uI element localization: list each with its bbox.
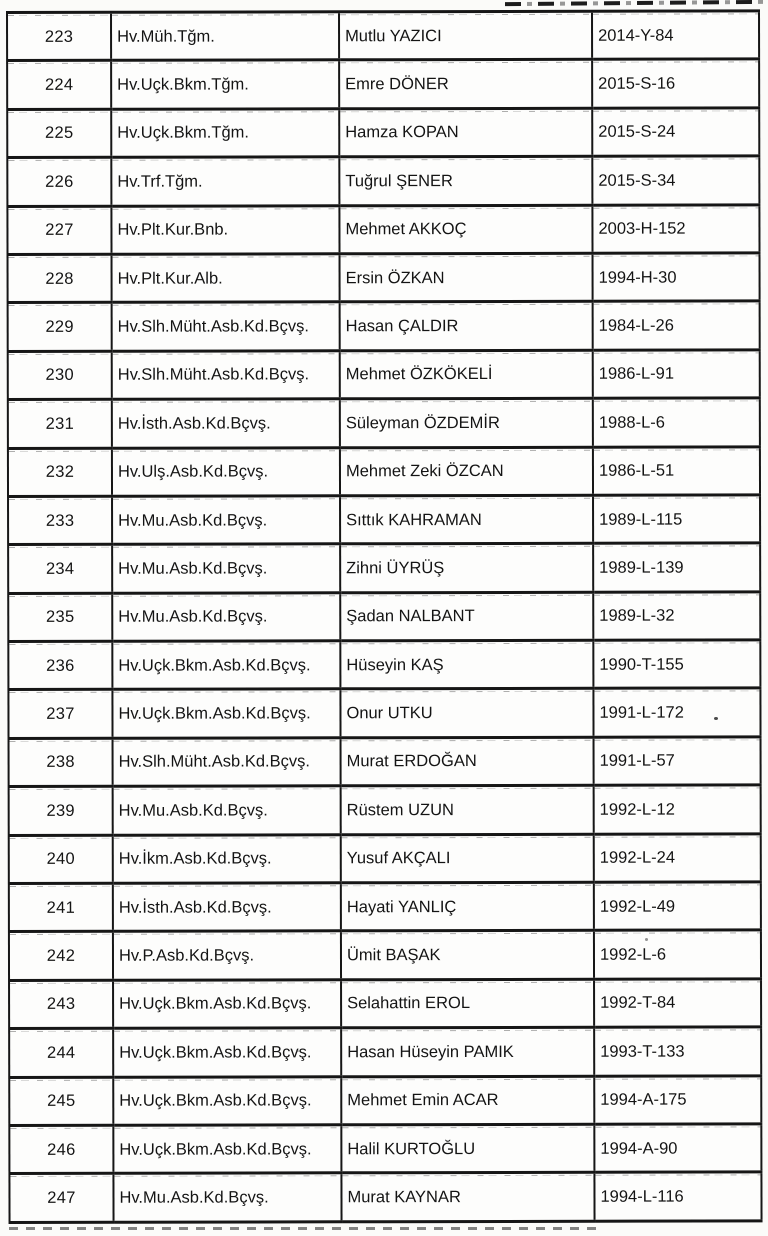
cell-no: 236 — [8, 641, 112, 690]
table-row — [8, 253, 760, 303]
cell-reg: 1994-H-30 — [593, 253, 760, 302]
cell-name: Zihni ÜYRÜŞ — [340, 544, 593, 593]
cell-rank: Hv.Mu.Asb.Kd.Bçvş. — [112, 592, 340, 641]
table-row — [9, 737, 761, 787]
cell-no: 242 — [9, 932, 113, 981]
cell-rank: Hv.Uçk.Bkm.Asb.Kd.Bçvş. — [113, 1076, 341, 1125]
cell-no: 246 — [9, 1125, 113, 1174]
cell-rank: Hv.P.Asb.Kd.Bçvş. — [113, 931, 341, 980]
cell-reg: 2015-S-24 — [592, 108, 759, 157]
cell-no: 225 — [7, 109, 111, 158]
cell-reg: 1991-L-57 — [594, 737, 761, 786]
personnel-table-body — [7, 11, 762, 1223]
table-row — [8, 495, 760, 545]
table-row — [7, 156, 759, 206]
cell-no: 224 — [7, 61, 111, 110]
cell-no: 237 — [8, 690, 112, 739]
cell-rank: Hv.Trf.Tğm. — [111, 157, 339, 206]
cell-reg: 1989-L-32 — [593, 592, 760, 641]
cell-reg: 1994-A-90 — [594, 1124, 761, 1173]
table-row — [9, 1172, 761, 1222]
cell-name: Halil KURTOĞLU — [341, 1124, 594, 1173]
cell-name: Ümit BAŞAK — [341, 931, 594, 980]
cell-rank: Hv.Plt.Kur.Alb. — [112, 254, 340, 303]
table-row — [9, 834, 761, 884]
table-row — [8, 688, 760, 738]
cell-reg: 1992-T-84 — [594, 979, 761, 1028]
cell-reg: 1992-L-24 — [594, 834, 761, 883]
cell-no: 232 — [8, 448, 112, 497]
cell-reg: 1993-T-133 — [594, 1027, 761, 1076]
cell-name: Hamza KOPAN — [339, 108, 592, 157]
cell-reg: 1986-L-91 — [593, 350, 760, 399]
table-row — [8, 592, 760, 642]
cell-rank: Hv.Mu.Asb.Kd.Bçvş. — [112, 544, 340, 593]
cell-no: 244 — [9, 1028, 113, 1077]
cell-no: 230 — [8, 351, 112, 400]
cell-no: 243 — [9, 980, 113, 1029]
cell-rank: Hv.Plt.Kur.Bnb. — [111, 205, 339, 254]
cell-reg: 1990-T-155 — [593, 640, 760, 689]
cell-no: 228 — [8, 254, 112, 303]
table-row — [7, 108, 759, 158]
cell-name: Mehmet AKKOÇ — [339, 205, 592, 254]
cell-name: Sıttık KAHRAMAN — [340, 495, 593, 544]
cell-no: 234 — [8, 545, 112, 594]
table-row — [8, 350, 760, 400]
cell-rank: Hv.Uçk.Bkm.Asb.Kd.Bçvş. — [112, 641, 340, 690]
cell-reg: 2014-Y-84 — [592, 11, 759, 60]
personnel-table — [6, 9, 763, 1224]
cell-reg: 2015-S-34 — [592, 156, 759, 205]
cell-rank: Hv.Slh.Müht.Asb.Kd.Bçvş. — [112, 302, 340, 351]
cell-rank: Hv.Slh.Müht.Asb.Kd.Bçvş. — [113, 738, 341, 787]
cell-rank: Hv.Slh.Müht.Asb.Kd.Bçvş. — [112, 351, 340, 400]
cell-no: 233 — [8, 496, 112, 545]
table-row — [9, 930, 761, 980]
cell-no: 227 — [7, 206, 111, 255]
cell-no: 240 — [9, 835, 113, 884]
table-row — [7, 59, 759, 109]
table-row — [7, 11, 759, 61]
cell-no: 241 — [9, 883, 113, 932]
cell-name: Mehmet Emin ACAR — [341, 1076, 594, 1125]
cell-no: 226 — [7, 157, 111, 206]
table-row — [9, 1124, 761, 1174]
cell-no: 229 — [8, 303, 112, 352]
cell-name: Hasan ÇALDIR — [340, 302, 593, 351]
table-row — [7, 204, 759, 254]
cell-rank: Hv.Uçk.Bkm.Asb.Kd.Bçvş. — [113, 980, 341, 1029]
cell-rank: Hv.Uçk.Bkm.Tğm. — [111, 60, 339, 109]
cell-rank: Hv.İsth.Asb.Kd.Bçvş. — [112, 399, 340, 448]
cell-reg: 1994-L-116 — [594, 1172, 761, 1221]
cell-name: Hayati YANLIÇ — [341, 882, 594, 931]
cell-rank: Hv.İkm.Asb.Kd.Bçvş. — [113, 834, 341, 883]
cell-reg: 1992-L-6 — [594, 930, 761, 979]
scan-artifact-bottom-line — [9, 1227, 599, 1230]
table-row — [8, 640, 760, 690]
cell-name: Şadan NALBANT — [340, 592, 593, 641]
cell-rank: Hv.Uçk.Bkm.Asb.Kd.Bçvş. — [113, 1028, 341, 1077]
scan-artifact-top-line — [505, 0, 767, 6]
cell-name: Mutlu YAZICI — [339, 11, 592, 60]
table-row — [9, 785, 761, 835]
table-row — [8, 398, 760, 448]
cell-name: Rüstem UZUN — [341, 786, 594, 835]
cell-name: Emre DÖNER — [339, 60, 592, 109]
cell-name: Murat KAYNAR — [341, 1173, 594, 1222]
cell-name: Mehmet Zeki ÖZCAN — [340, 447, 593, 496]
cell-name: Hasan Hüseyin PAMIK — [341, 1027, 594, 1076]
table-row — [9, 1076, 761, 1126]
cell-rank: Hv.Mu.Asb.Kd.Bçvş. — [113, 1173, 341, 1222]
table-row — [8, 301, 760, 351]
cell-name: Yusuf AKÇALI — [341, 834, 594, 883]
cell-rank: Hv.Mu.Asb.Kd.Bçvş. — [112, 496, 340, 545]
cell-reg: 1988-L-6 — [593, 398, 760, 447]
cell-name: Tuğrul ŞENER — [339, 156, 592, 205]
cell-no: 239 — [9, 787, 113, 836]
cell-rank: Hv.Mu.Asb.Kd.Bçvş. — [113, 786, 341, 835]
cell-rank: Hv.İsth.Asb.Kd.Bçvş. — [113, 883, 341, 932]
cell-name: Hüseyin KAŞ — [340, 640, 593, 689]
cell-reg: 1994-A-175 — [594, 1076, 761, 1125]
cell-no: 247 — [9, 1174, 113, 1223]
cell-reg: 2003-H-152 — [592, 204, 759, 253]
cell-name: Selahattin EROL — [341, 979, 594, 1028]
cell-no: 235 — [8, 593, 112, 642]
cell-rank: Hv.Uçk.Bkm.Asb.Kd.Bçvş. — [113, 1125, 341, 1174]
cell-reg: 1991-L-172 — [593, 688, 760, 737]
cell-no: 238 — [9, 738, 113, 787]
cell-name: Murat ERDOĞAN — [341, 737, 594, 786]
cell-no: 245 — [9, 1077, 113, 1126]
table-row — [9, 979, 761, 1029]
cell-name: Mehmet ÖZKÖKELİ — [340, 350, 593, 399]
cell-rank: Hv.Ulş.Asb.Kd.Bçvş. — [112, 447, 340, 496]
cell-reg: 1984-L-26 — [593, 301, 760, 350]
cell-rank: Hv.Uçk.Bkm.Tğm. — [111, 109, 339, 158]
cell-name: Süleyman ÖZDEMİR — [340, 398, 593, 447]
cell-reg: 1989-L-115 — [593, 495, 760, 544]
cell-no: 223 — [7, 12, 111, 61]
cell-reg: 1989-L-139 — [593, 543, 760, 592]
cell-reg: 1992-L-12 — [594, 785, 761, 834]
table-row — [8, 543, 760, 593]
table-row — [9, 882, 761, 932]
table-row — [9, 1027, 761, 1077]
cell-reg: 1986-L-51 — [593, 446, 760, 495]
cell-reg: 2015-S-16 — [592, 59, 759, 108]
cell-no: 231 — [8, 399, 112, 448]
table-row — [8, 446, 760, 496]
cell-rank: Hv.Müh.Tğm. — [111, 12, 339, 61]
cell-reg: 1992-L-49 — [594, 882, 761, 931]
cell-rank: Hv.Uçk.Bkm.Asb.Kd.Bçvş. — [112, 689, 340, 738]
cell-name: Onur UTKU — [340, 689, 593, 738]
cell-name: Ersin ÖZKAN — [340, 253, 593, 302]
